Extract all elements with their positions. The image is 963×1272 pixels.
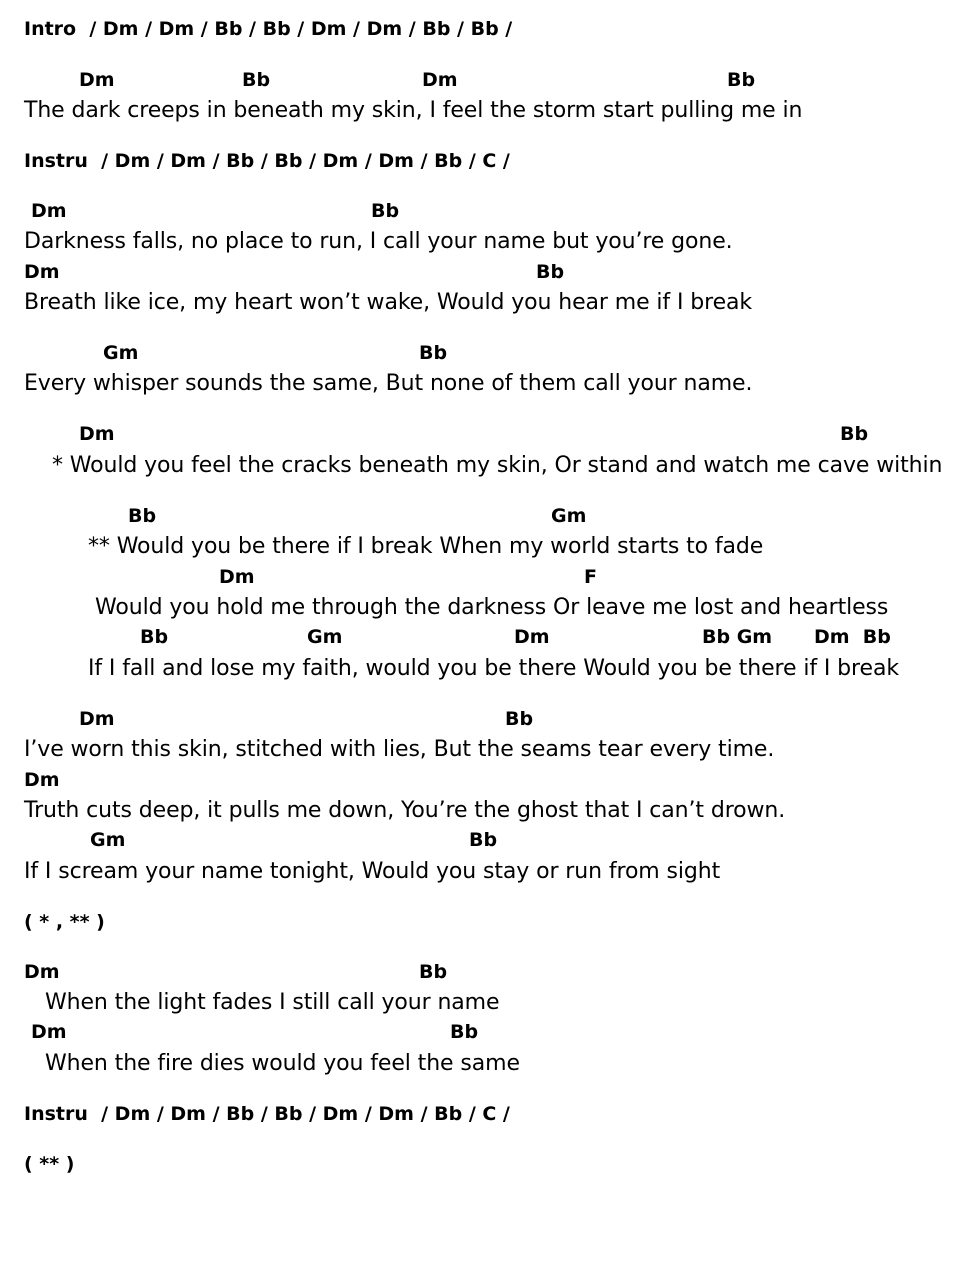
chord: Bb [727, 69, 756, 91]
chord: Dm [31, 1021, 67, 1043]
chord: Dm [79, 708, 115, 730]
chord: F [584, 566, 597, 588]
lyric-line: ** Would you be there if I break When my world starts to fade [88, 534, 764, 559]
chord: Bb [419, 961, 448, 983]
chord: Dm [31, 200, 67, 222]
chord: Dm [219, 566, 255, 588]
chord: Bb [469, 829, 498, 851]
chord: Bb [840, 423, 869, 445]
lyric-line: Darkness falls, no place to run, I call your name but you’re gone. [24, 229, 733, 254]
lyric-line: When the light fades I still call your name [45, 990, 500, 1015]
lyric-line: The dark creeps in beneath my skin, I feel the storm start pulling me in [24, 98, 803, 123]
lyric-line: Truth cuts deep, it pulls me down, You’re the ghost that I can’t drown. [24, 798, 786, 823]
lyric-line: Would you hold me through the darkness Or leave me lost and heartless [95, 595, 889, 620]
lyric-line: Breath like ice, my heart won’t wake, Would you hear me if I break [24, 290, 753, 315]
chord: Bb [242, 69, 271, 91]
chord: Bb [505, 708, 534, 730]
instru-progression: Instru / Dm / Dm / Bb / Bb / Dm / Dm / Bb / C / [24, 1103, 510, 1125]
chord: Dm [79, 423, 115, 445]
chord: Dm [24, 261, 60, 283]
lyric-line: Every whisper sounds the same, But none of them call your name. [24, 371, 753, 396]
lyric-line: When the fire dies would you feel the same [45, 1051, 520, 1076]
chord: Dm [24, 961, 60, 983]
chord: Bb [128, 505, 157, 527]
chord: Gm [307, 626, 343, 648]
intro-progression: Intro / Dm / Dm / Bb / Bb / Dm / Dm / Bb / Bb / [24, 18, 513, 40]
chord: Bb [450, 1021, 479, 1043]
chord: Bb Gm [702, 626, 773, 648]
chord: Bb [371, 200, 400, 222]
chord: Bb [140, 626, 169, 648]
lyric-line: If I fall and lose my faith, would you be there Would you be there if I break [88, 656, 899, 681]
chord: Gm [90, 829, 126, 851]
instru-progression: Instru / Dm / Dm / Bb / Bb / Dm / Dm / Bb / C / [24, 150, 510, 172]
chord: Dm [79, 69, 115, 91]
chord: Dm [514, 626, 550, 648]
lyric-line: * Would you feel the cracks beneath my skin, Or stand and watch me cave within [52, 453, 943, 478]
chord: Dm [24, 769, 60, 791]
chord: Dm [422, 69, 458, 91]
chord: Bb [536, 261, 565, 283]
chord: Bb [419, 342, 448, 364]
lyric-line: If I scream your name tonight, Would you stay or run from sight [24, 859, 721, 884]
chord: Gm [103, 342, 139, 364]
lyric-line: I’ve worn this skin, stitched with lies, But the seams tear every time. [24, 737, 775, 762]
repeat-marker: ( ** ) [24, 1153, 75, 1175]
chord: Gm [551, 505, 587, 527]
repeat-marker: ( * , ** ) [24, 911, 105, 933]
chord: Dm Bb [814, 626, 891, 648]
